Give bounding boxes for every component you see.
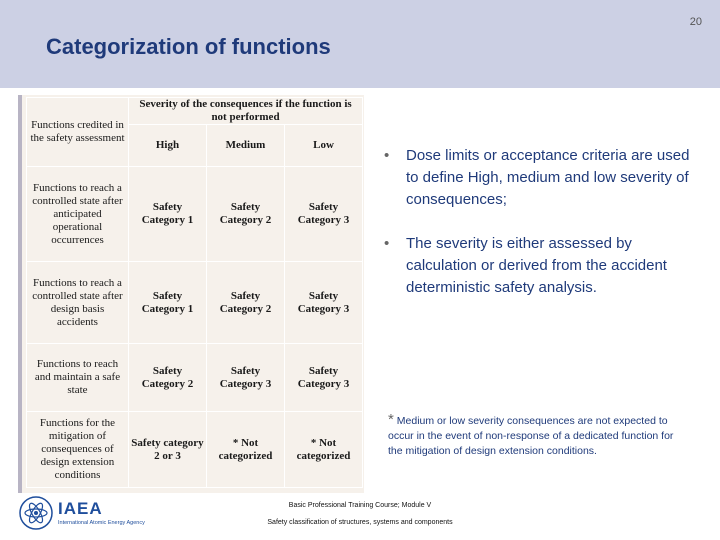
- bullet-item: [380, 145, 700, 211]
- category-cell: Safety Category 2: [207, 167, 285, 262]
- footer-module: Safety classification of structures, systems and components: [267, 519, 453, 526]
- bullet-dot: •: [384, 235, 390, 252]
- category-cell: Safety Category 1: [129, 167, 207, 262]
- column-header-medium: Medium: [207, 125, 285, 167]
- slide-footer: [230, 497, 490, 531]
- bullet-text: Dose limits or acceptance criteria are used to define High, medium and low severity of consequences;: [406, 147, 690, 208]
- table-row: [27, 262, 363, 344]
- table-row: [27, 412, 363, 488]
- table-row: [27, 344, 363, 412]
- function-cell: Functions to reach a controlled state after anticipated operational occurrences: [27, 167, 129, 262]
- footnote: [388, 412, 688, 459]
- category-cell: Safety Category 3: [207, 344, 285, 412]
- slide-header: [0, 0, 720, 88]
- column-header-low: Low: [285, 125, 363, 167]
- function-cell: Functions to reach a controlled state after design basis accidents: [27, 262, 129, 344]
- classification-table: [26, 97, 363, 488]
- footnote-text: Medium or low severity consequences are not expected to occur in the event of non-response of a dedicated function for the mitigation of design extension conditions.: [388, 415, 674, 457]
- page-number: 20: [689, 16, 702, 28]
- severity-header: Severity of the consequences if the function is not performed: [129, 98, 363, 125]
- footnote-marker: *: [388, 411, 394, 428]
- footer-course: Basic Professional Training Course; Module V: [288, 502, 432, 509]
- bullet-list: [380, 145, 700, 321]
- iaea-logo: [18, 495, 178, 531]
- bullet-text: The severity is either assessed by calculation or derived from the accident deterministic safety analysis.: [406, 235, 667, 296]
- function-cell: Functions to reach and maintain a safe state: [27, 344, 129, 412]
- category-cell: Safety Category 2: [207, 262, 285, 344]
- corner-header: Functions credited in the safety assessment: [27, 98, 129, 167]
- category-cell: Safety Category 2: [129, 344, 207, 412]
- category-cell: Safety Category 3: [285, 167, 363, 262]
- category-cell: * Not categorized: [285, 412, 363, 488]
- atom-emblem-icon: [18, 495, 54, 531]
- logo-name: IAEA: [58, 499, 103, 518]
- function-cell: Functions for the mitigation of consequences of design extension conditions: [27, 412, 129, 488]
- bullet-item: [380, 233, 700, 299]
- logo-subtitle: International Atomic Energy Agency: [58, 520, 145, 526]
- classification-table-panel: [18, 95, 364, 493]
- category-cell: Safety Category 3: [285, 344, 363, 412]
- category-cell: Safety Category 3: [285, 262, 363, 344]
- category-cell: * Not categorized: [207, 412, 285, 488]
- category-cell: Safety category 2 or 3: [129, 412, 207, 488]
- column-header-high: High: [129, 125, 207, 167]
- category-cell: Safety Category 1: [129, 262, 207, 344]
- table-row: [27, 167, 363, 262]
- bullet-dot: •: [384, 147, 390, 164]
- slide-title: Categorization of functions: [46, 34, 331, 59]
